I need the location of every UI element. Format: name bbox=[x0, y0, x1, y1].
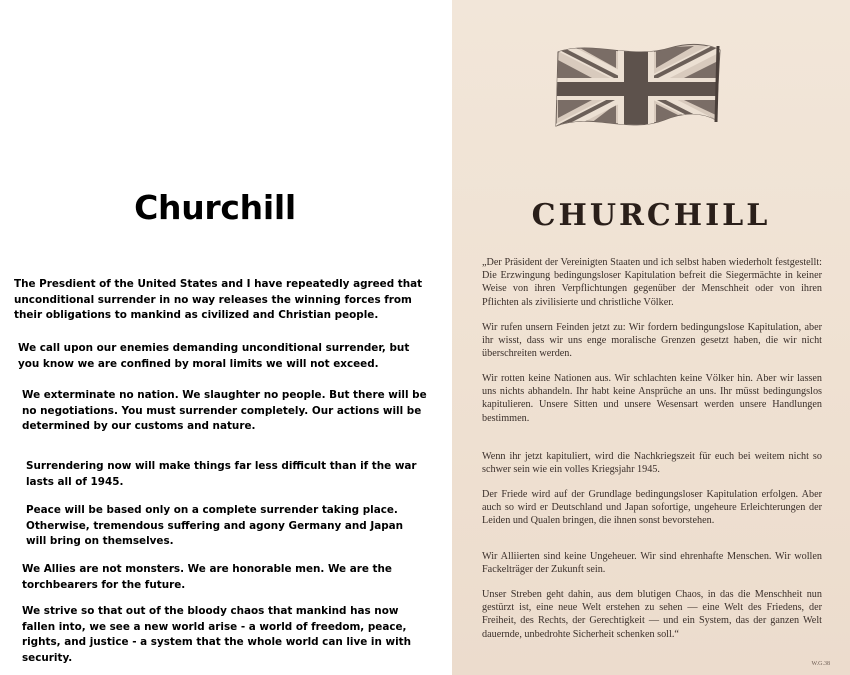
english-paragraph-1: The Presdient of the United States and I have repeatedly agreed that unconditional surrender in no way releases the winning forces from their obligations to mankind as civilized and Christian people. bbox=[14, 278, 423, 322]
german-paragraph-6: Wir Alliierten sind keine Ungeheuer. Wir sind ehrenhafte Menschen. Wir wollen Fackelträger der Zukunft sein. bbox=[482, 551, 822, 576]
german-paragraph-5: Der Friede wird auf der Grundlage bedingungsloser Kapitulation erfolgen. Aber auch so wird er Deutschland und Japan sofortige, ungeheure Erleichterungen der Leiden und Qualen bringen, die ihnen sonst bevorstehen. bbox=[482, 489, 822, 527]
german-paragraph-4: Wenn ihr jetzt kapituliert, wird die Nachkriegszeit für euch bei weitem nicht so schwer sein wie ein volles Kriegsjahr 1945. bbox=[482, 451, 822, 476]
english-paragraph-5: Peace will be based only on a complete surrender taking place. Otherwise, tremendous suffering and agony Germany and Japan will bring on themselves. bbox=[26, 504, 404, 548]
german-paragraph-7: Unser Streben geht dahin, aus dem blutigen Chaos, in das die Menschheit nun gestürzt ist, eine neue Welt erstehen zu sehen — eine Welt des Friedens, der Freiheit, des Rechts, der Gerechtigkeit — und ein System, das der ganzen Welt dauernde, unbedrohte Sicherheit schenken soll.“ bbox=[482, 589, 822, 640]
english-paragraph-4: Surrendering now will make things far less difficult than if the war lasts all of 1945. bbox=[26, 460, 417, 488]
english-paragraph-3: We exterminate no nation. We slaughter no people. But there will be no negotiations. You must surrender completely. Our actions will be determined by our customs and nature. bbox=[22, 389, 427, 433]
english-paragraph-7: We strive so that out of the bloody chaos that mankind has now fallen into, we see a new world arise - a world of freedom, peace, rights, and justice - a system that the whole world can live in with security. bbox=[22, 605, 412, 664]
english-paragraph-2: We call upon our enemies demanding unconditional surrender, but you know we are confined by moral limits we will not exceed. bbox=[18, 342, 410, 370]
german-paragraph-2: Wir rufen unsern Feinden jetzt zu: Wir fordern bedingungslose Kapitulation, aber ihr wisst, dass wir uns enge moralische Grenzen gesetzt haben, die wir nicht überschreiten werden. bbox=[482, 322, 822, 360]
union-jack-flag-icon bbox=[552, 38, 732, 148]
print-code: W.G.38 bbox=[811, 661, 830, 667]
german-leaflet-panel bbox=[452, 0, 850, 675]
german-paragraph-3: Wir rotten keine Nationen aus. Wir schlachten keine Völker hin. Aber wir lassen uns nichts abhandeln. Ihr habt keine Ansprüche an uns. Ihr müsst bedingungslos kapitulieren. Unsere Sitten und unsere Wesensart werden unsere Handlungen bestimmen. bbox=[482, 373, 822, 424]
english-paragraph-6: We Allies are not monsters. We are honorable men. We are the torchbearers for the future. bbox=[22, 563, 392, 591]
english-title: Churchill bbox=[134, 188, 296, 227]
german-title: CHURCHILL bbox=[531, 198, 771, 233]
german-paragraph-1: „Der Präsident der Vereinigten Staaten und ich selbst haben wiederholt festgestellt: Die Erzwingung bedingungsloser Kapitulation befreit die Siegermächte in keiner Weise von ihren Verpflichtungen gegenüber der Menschheit oder von ihren Pflichten als zivilisierte und christliche Völker. bbox=[482, 257, 822, 308]
